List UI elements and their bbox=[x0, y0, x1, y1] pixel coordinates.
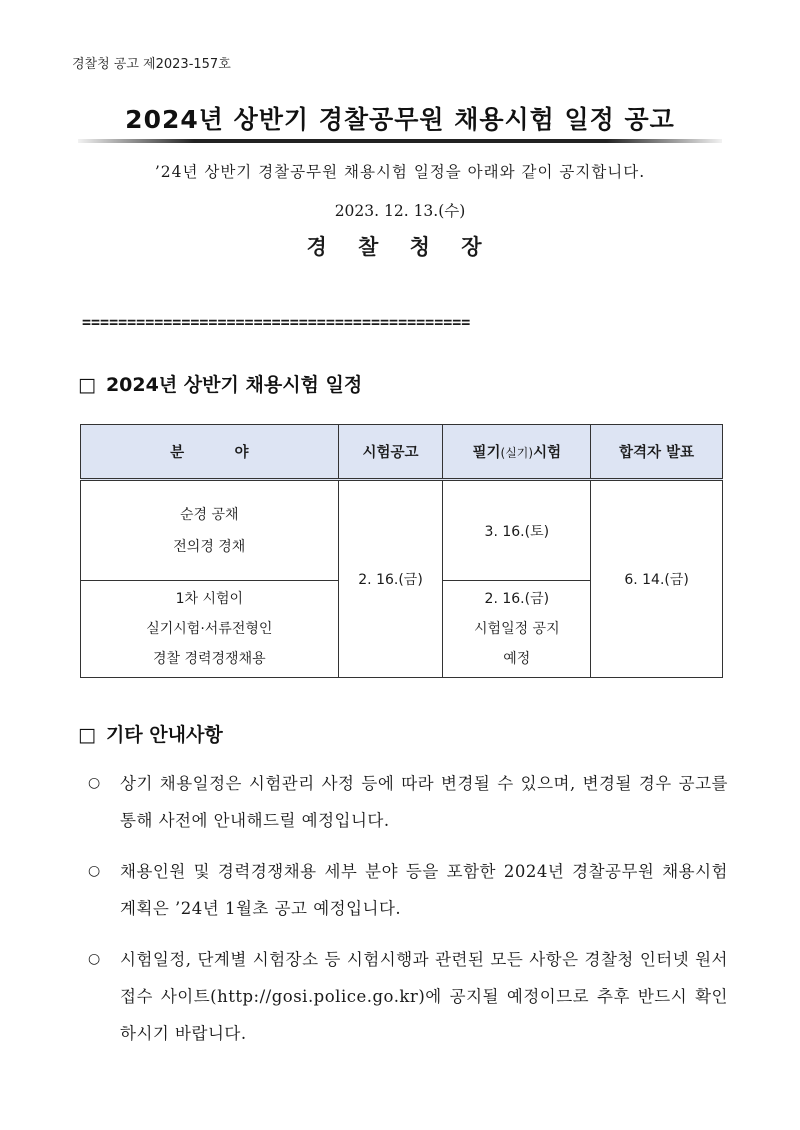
page-title: 2024년 상반기 경찰공무원 채용시험 일정 공고 bbox=[125, 105, 675, 134]
list-item bbox=[88, 941, 728, 1052]
cell-written-date: 3. 16.(토) bbox=[443, 480, 591, 581]
cell-written-date: 2. 16.(금) 시험일정 공지 예정 bbox=[443, 581, 591, 678]
notes-list bbox=[88, 765, 728, 1066]
cell-announcement-date: 2. 16.(금) bbox=[338, 480, 443, 678]
title-underline bbox=[78, 139, 722, 143]
notice-number: 경찰청 공고 제2023-157호 bbox=[72, 57, 231, 72]
separator-line: =========================================== bbox=[82, 313, 471, 331]
schedule-table bbox=[80, 424, 723, 678]
checkbox-square-icon: □ bbox=[78, 724, 96, 746]
table-row bbox=[81, 480, 723, 581]
note-text: 채용인원 및 경력경쟁채용 세부 분야 등을 포함한 2024년 경찰공무원 채용시험 계획은 ’24년 1월초 공고 예정입니다. bbox=[120, 862, 728, 918]
header-field: 분 야 bbox=[81, 425, 339, 480]
circle-bullet-icon: ○ bbox=[88, 951, 101, 967]
header-result: 합격자 발표 bbox=[591, 425, 723, 480]
section-title: 기타 안내사항 bbox=[105, 724, 223, 746]
section-title: 2024년 상반기 채용시험 일정 bbox=[105, 374, 363, 396]
cell-field: 순경 공채 전의경 경채 bbox=[81, 480, 339, 581]
cell-field: 1차 시험이 실기시험·서류전형인 경찰 경력경쟁채용 bbox=[81, 581, 339, 678]
note-text: 시험일정, 단계별 시험장소 등 시험시행과 관련된 모든 사항은 경찰청 인터넷 원서접수 사이트(http://gosi.police.go.kr)에 공지될 예정이므로 추후 반드시 확인하시기 바랍니다. bbox=[120, 950, 728, 1043]
announcement-date: 2023. 12. 13.(수) bbox=[334, 202, 466, 220]
circle-bullet-icon: ○ bbox=[88, 863, 101, 879]
section-schedule-heading bbox=[78, 370, 362, 397]
header-written-exam: 필기(실기)시험 bbox=[443, 425, 591, 480]
list-item bbox=[88, 765, 728, 839]
circle-bullet-icon: ○ bbox=[88, 775, 101, 791]
table-header-row bbox=[81, 425, 723, 480]
cell-result-date: 6. 14.(금) bbox=[591, 480, 723, 678]
header-announcement: 시험공고 bbox=[338, 425, 443, 480]
issuer-signature: 경 찰 청 장 bbox=[306, 234, 494, 259]
intro-text: ’24년 상반기 경찰공무원 채용시험 일정을 아래와 같이 공지합니다. bbox=[154, 163, 646, 181]
section-notes-heading bbox=[78, 720, 223, 747]
note-text: 상기 채용일정은 시험관리 사정 등에 따라 변경될 수 있으며, 변경될 경우 공고를 통해 사전에 안내해드릴 예정입니다. bbox=[120, 774, 728, 830]
list-item bbox=[88, 853, 728, 927]
checkbox-square-icon: □ bbox=[78, 374, 96, 396]
